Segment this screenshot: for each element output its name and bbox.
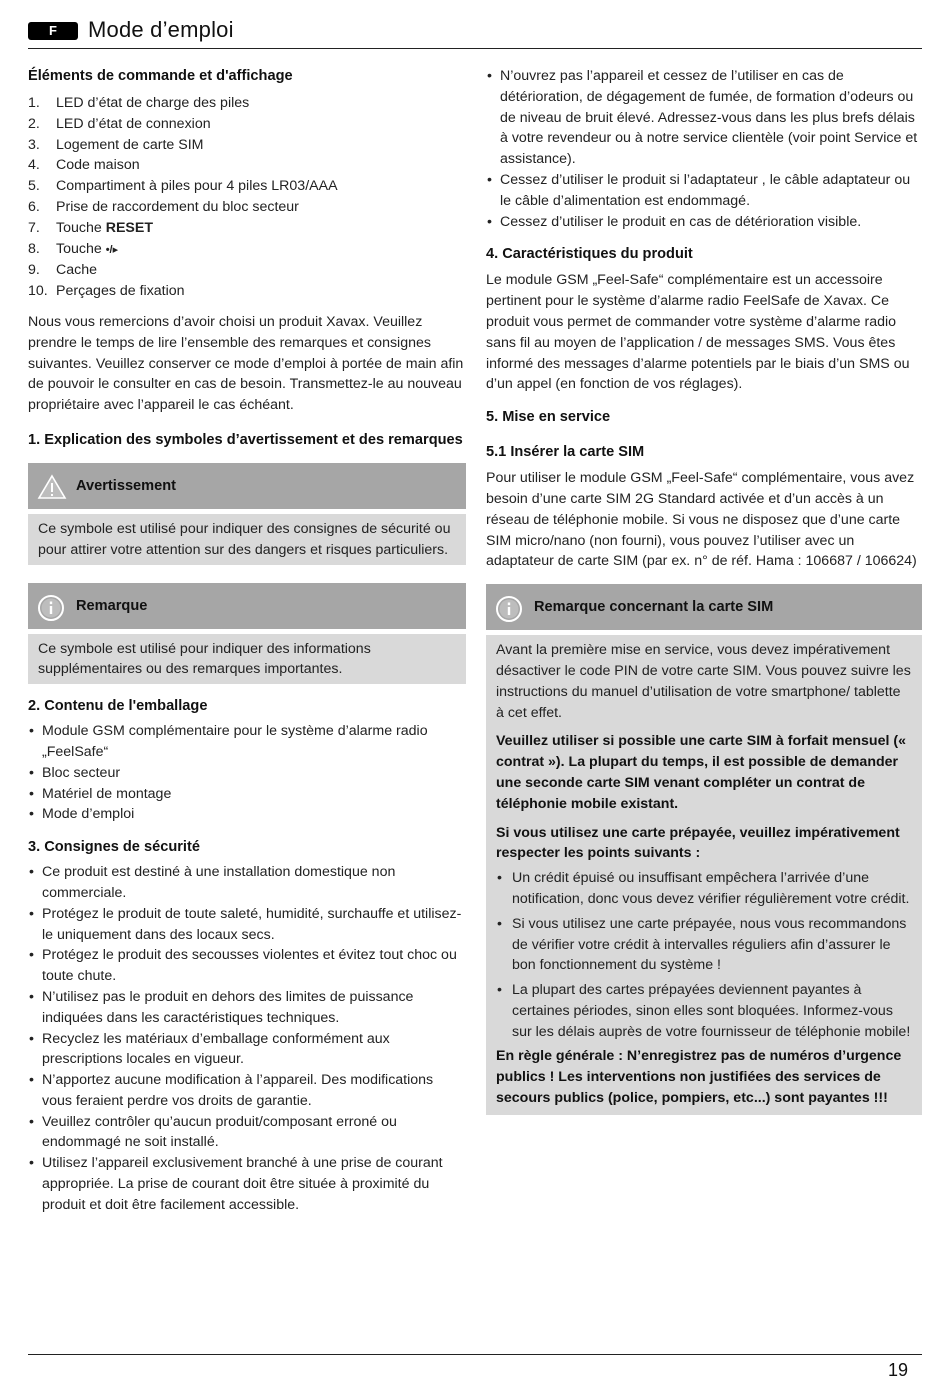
list-item: • Protégez le produit des secousses violentes et évitez tout choc ou toute chute.: [28, 945, 466, 987]
controls-heading: Éléments de commande et d'affichage: [28, 68, 293, 84]
section5-1-text: Pour utiliser le module GSM „Feel-Safe“ complémentaire, vous avez besoin d’une carte SIM 2G Standard activée et d’un accès à un réseau de téléphonie mobile. Si vous ne disposez que d’une carte SIM micro/nano (non fourni), vous pouvez l’utiliser avec un adaptateur de carte SIM (par ex. n° de réf. Hama : 106687 / 106624): [486, 470, 917, 570]
list-item: • N’apportez aucune modification à l’appareil. Des modifications vous feraient perdre vos droits de garantie.: [28, 1070, 466, 1112]
page-header: [28, 18, 922, 49]
language-badge: F: [28, 22, 78, 40]
package-contents-list: [28, 721, 466, 825]
sim-note-box-header: [486, 584, 922, 630]
list-item: • La plupart des cartes prépayées deviennent payantes à certaines périodes, sinon elles sont bloquées. Informez-vous sur les délais auprès de votre fournisseur de téléphonie mobile!: [496, 980, 912, 1042]
info-icon: [495, 595, 521, 621]
note-box-body: Ce symbole est utilisé pour indiquer des informations supplémentaires ou des remarques importantes.: [28, 634, 466, 685]
list-item: • Cessez d’utiliser le produit en cas de détérioration visible.: [486, 212, 922, 233]
list-item: • Si vous utilisez une carte prépayée, nous vous recommandons de vérifier votre crédit à intervalles réguliers afin d’assurer le bon fonctionnement du système !: [496, 914, 912, 976]
note-box-title: Remarque: [76, 597, 148, 614]
list-item: • Protégez le produit de toute saleté, humidité, surchauffe et utilisez-le uniquement dans des locaux secs.: [28, 904, 466, 946]
sim-note-box-title: Remarque concernant la carte SIM: [534, 599, 774, 616]
controls-list: [28, 93, 466, 302]
list-item: • Un crédit épuisé ou insuffisant empêchera l’arrivée d’une notification, donc vous devez vérifier régulièrement votre crédit.: [496, 868, 912, 910]
list-item: • N’utilisez pas le produit en dehors des limites de puissance indiquées dans les caractéristiques techniques.: [28, 987, 466, 1029]
sim-note-p3: Si vous utilisez une carte prépayée, veuillez impérativement respecter les points suivants :: [496, 824, 900, 862]
page-number: 19: [887, 1360, 908, 1380]
list-item: 8. Touche •/▸: [28, 240, 119, 257]
button-symbol-icon: •/▸: [105, 243, 119, 256]
list-item: • N’ouvrez pas l’appareil et cessez de l’utiliser en cas de détérioration, de dégagement de fumée, de formation d’odeurs ou de niveau de bruit élevé. Adressez-vous dans les plus brefs délais à votre revendeur ou à notre service clientèle (voir point Service et assistance).: [486, 66, 922, 170]
section4-heading: 4. Caractéristiques du produit: [486, 246, 693, 263]
list-item: 1. LED d’état de charge des piles: [28, 95, 250, 111]
list-item: 7. Touche RESET: [28, 219, 154, 236]
right-column: [486, 66, 922, 1115]
list-item: • Module GSM complémentaire pour le système d’alarme radio „FeelSafe“: [28, 721, 466, 763]
warning-box-header: [28, 463, 466, 509]
list-item: 2. LED d’état de connexion: [28, 115, 211, 132]
sim-note-p4: En règle générale : N’enregistrez pas de numéros d’urgence publics ! Les interventions non justifiées des services de secours publics (police, pompiers, etc...) sont payantes !!!: [496, 1048, 902, 1107]
note-box: [28, 583, 466, 685]
safety-list-continued: [486, 66, 922, 232]
section2-heading: 2. Contenu de l'emballage: [28, 698, 208, 715]
footer-divider: [28, 1354, 922, 1355]
reset-label: RESET: [105, 219, 154, 236]
sim-note-p1: Avant la première mise en service, vous devez impérativement désactiver le code PIN de votre carte SIM. Vous pouvez suivre les instructions du manuel d’utilisation de votre smartphone/ tablette à cet effet.: [496, 642, 911, 721]
sim-note-p2: Veuillez utiliser si possible une carte SIM à forfait mensuel (« contrat »). La plupart du temps, il est possible de demander une seconde carte SIM venant compléter un contrat de téléphonie mobile existant.: [496, 733, 906, 812]
list-item: • Recyclez les matériaux d’emballage conformément aux prescriptions locales en vigueur.: [28, 1029, 466, 1071]
list-item: 9. Cache: [28, 262, 98, 279]
sim-note-box: [486, 584, 922, 1115]
list-item: 10. Perçages de fixation: [28, 283, 185, 300]
section5-1-heading: 5.1 Insérer la carte SIM: [486, 444, 645, 461]
warning-box-title: Avertissement: [76, 477, 177, 494]
list-item: • Mode d’emploi: [28, 804, 466, 825]
page-title: Mode d’emploi: [88, 17, 234, 42]
section1-heading: 1. Explication des symboles d’avertissement et des remarques: [28, 431, 463, 448]
list-item: • Bloc secteur: [28, 763, 466, 784]
prepaid-list: [496, 868, 912, 1042]
sim-note-box-body: [486, 635, 922, 1115]
warning-triangle-icon: [37, 474, 63, 500]
section5-heading: 5. Mise en service: [486, 409, 611, 426]
warning-box-body: Ce symbole est utilisé pour indiquer des consignes de sécurité ou pour attirer votre attention sur des dangers et risques particuliers.: [28, 514, 466, 565]
list-item: • Utilisez l’appareil exclusivement branché à une prise de courant appropriée. La prise de courant doit être située à proximité du produit et doit être facilement accessible.: [28, 1153, 466, 1215]
list-item: 6. Prise de raccordement du bloc secteur: [28, 198, 299, 215]
left-column: [28, 66, 466, 1216]
section3-heading: 3. Consignes de sécurité: [28, 839, 200, 856]
intro-text: Nous vous remercions d’avoir choisi un produit Xavax. Veuillez prendre le temps de lire l’ensemble des remarques et consignes suivantes. Veuillez conserver ce mode d’emploi à portée de main afin de pouvoir le consulter en cas de besoin. Transmettez-le au nouveau propriétaire avec l’appareil le cas échéant.: [28, 313, 464, 414]
list-item: • Matériel de montage: [28, 784, 466, 805]
list-item: 4. Code maison: [28, 157, 140, 174]
list-item: 3. Logement de carte SIM: [28, 136, 204, 153]
safety-list: [28, 862, 466, 1216]
list-item: • Veuillez contrôler qu’aucun produit/composant erroné ou endommagé ne soit installé.: [28, 1112, 466, 1154]
note-box-header: [28, 583, 466, 629]
list-item: • Cessez d’utiliser le produit si l’adaptateur , le câble adaptateur ou le câble d’alimentation est endommagé.: [486, 170, 922, 212]
info-icon: [37, 594, 63, 620]
section4-text: Le module GSM „Feel-Safe“ complémentaire est un accessoire pertinent pour le système d’alarme radio FeelSafe de Xavax. Ce produit vous permet de commander votre système d’alarme radio sans fil au moyen de l’application / de messages SMS. Vous êtes informé des messages d’alarme potentiels par le biais d’un SMS ou d’un appel (en fonction de vos réglages).: [486, 272, 910, 393]
warning-box: [28, 463, 466, 565]
list-item: • Ce produit est destiné à une installation domestique non commerciale.: [28, 862, 466, 904]
list-item: 5. Compartiment à piles pour 4 piles LR03/AAA: [28, 178, 338, 195]
